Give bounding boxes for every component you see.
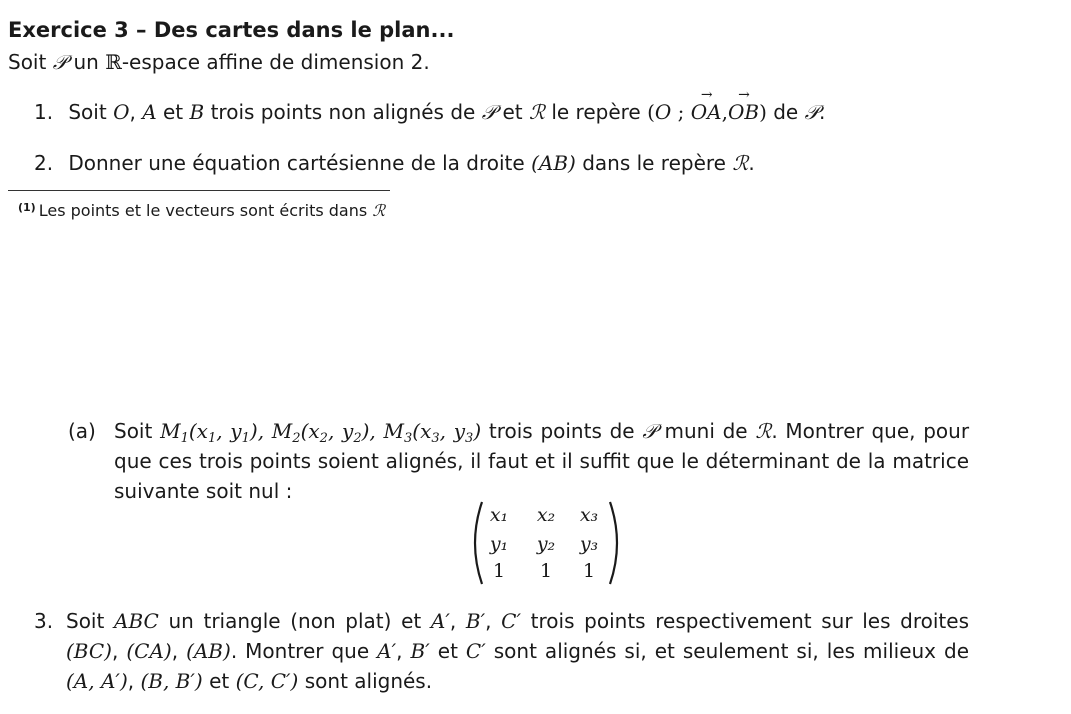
footnote-rule	[8, 190, 390, 191]
matrix-cell: 1	[539, 560, 553, 582]
matrix-cell: x₂	[536, 504, 556, 526]
footnote: $^{(1)}$ Les points et le vecteurs sont écrits dans ℛ	[18, 201, 386, 220]
matrix-cell: y₁	[489, 533, 509, 555]
vector-oa: OA →	[691, 100, 722, 124]
item-3: 3. Soit ABC un triangle (non plat) et A′, B′, C′ trois points respectivement sur les droites (BC), (CA), (AB). Montrer que A′, B′ et C′ sont alignés si, et seulement si, les milieux de (A, A′), (B, B′) et (C, C′) sont alignés.	[66, 606, 969, 696]
matrix-cell: y₃	[579, 533, 599, 555]
intro-text: Soit 𝒫 un ℝ-espace affine de dimension 2.	[8, 50, 430, 74]
subitem-label: (a)	[68, 419, 96, 443]
vector-ob: OB →	[728, 100, 759, 124]
matrix-cell: 1	[492, 560, 506, 582]
matrix-cell: x₁	[489, 504, 509, 526]
matrix-cell: y₂	[536, 533, 556, 555]
item-1: 1. Soit O, A et B trois points non alignés de 𝒫 et ℛ le repère (O ; OA →,OB →) de 𝒫.	[34, 100, 825, 124]
exercise-title: Exercice 3 – Des cartes dans le plan...	[8, 18, 455, 42]
item-number: 2.	[34, 151, 54, 175]
matrix-cell: 1	[582, 560, 596, 582]
matrix-cell: x₃	[579, 504, 599, 526]
subitem-a: (a) Soit $M_1(x_1$, $y_1$), $M_2(x_2$, $y_2$), $M_3(x_3$, $y_3$) trois points de 𝒫 muni de ℛ. Montrer que, pour que ces trois points soient alignés, il faut et il suffit que le déterminant de la matrice suivante soit nul :	[114, 416, 969, 506]
item-number: 3.	[34, 609, 54, 633]
right-parenthesis	[607, 500, 627, 586]
item-number: 1.	[34, 100, 54, 124]
item-2: 2. Donner une équation cartésienne de la droite (AB) dans le repère ℛ.	[34, 151, 755, 175]
matrix	[465, 500, 627, 586]
